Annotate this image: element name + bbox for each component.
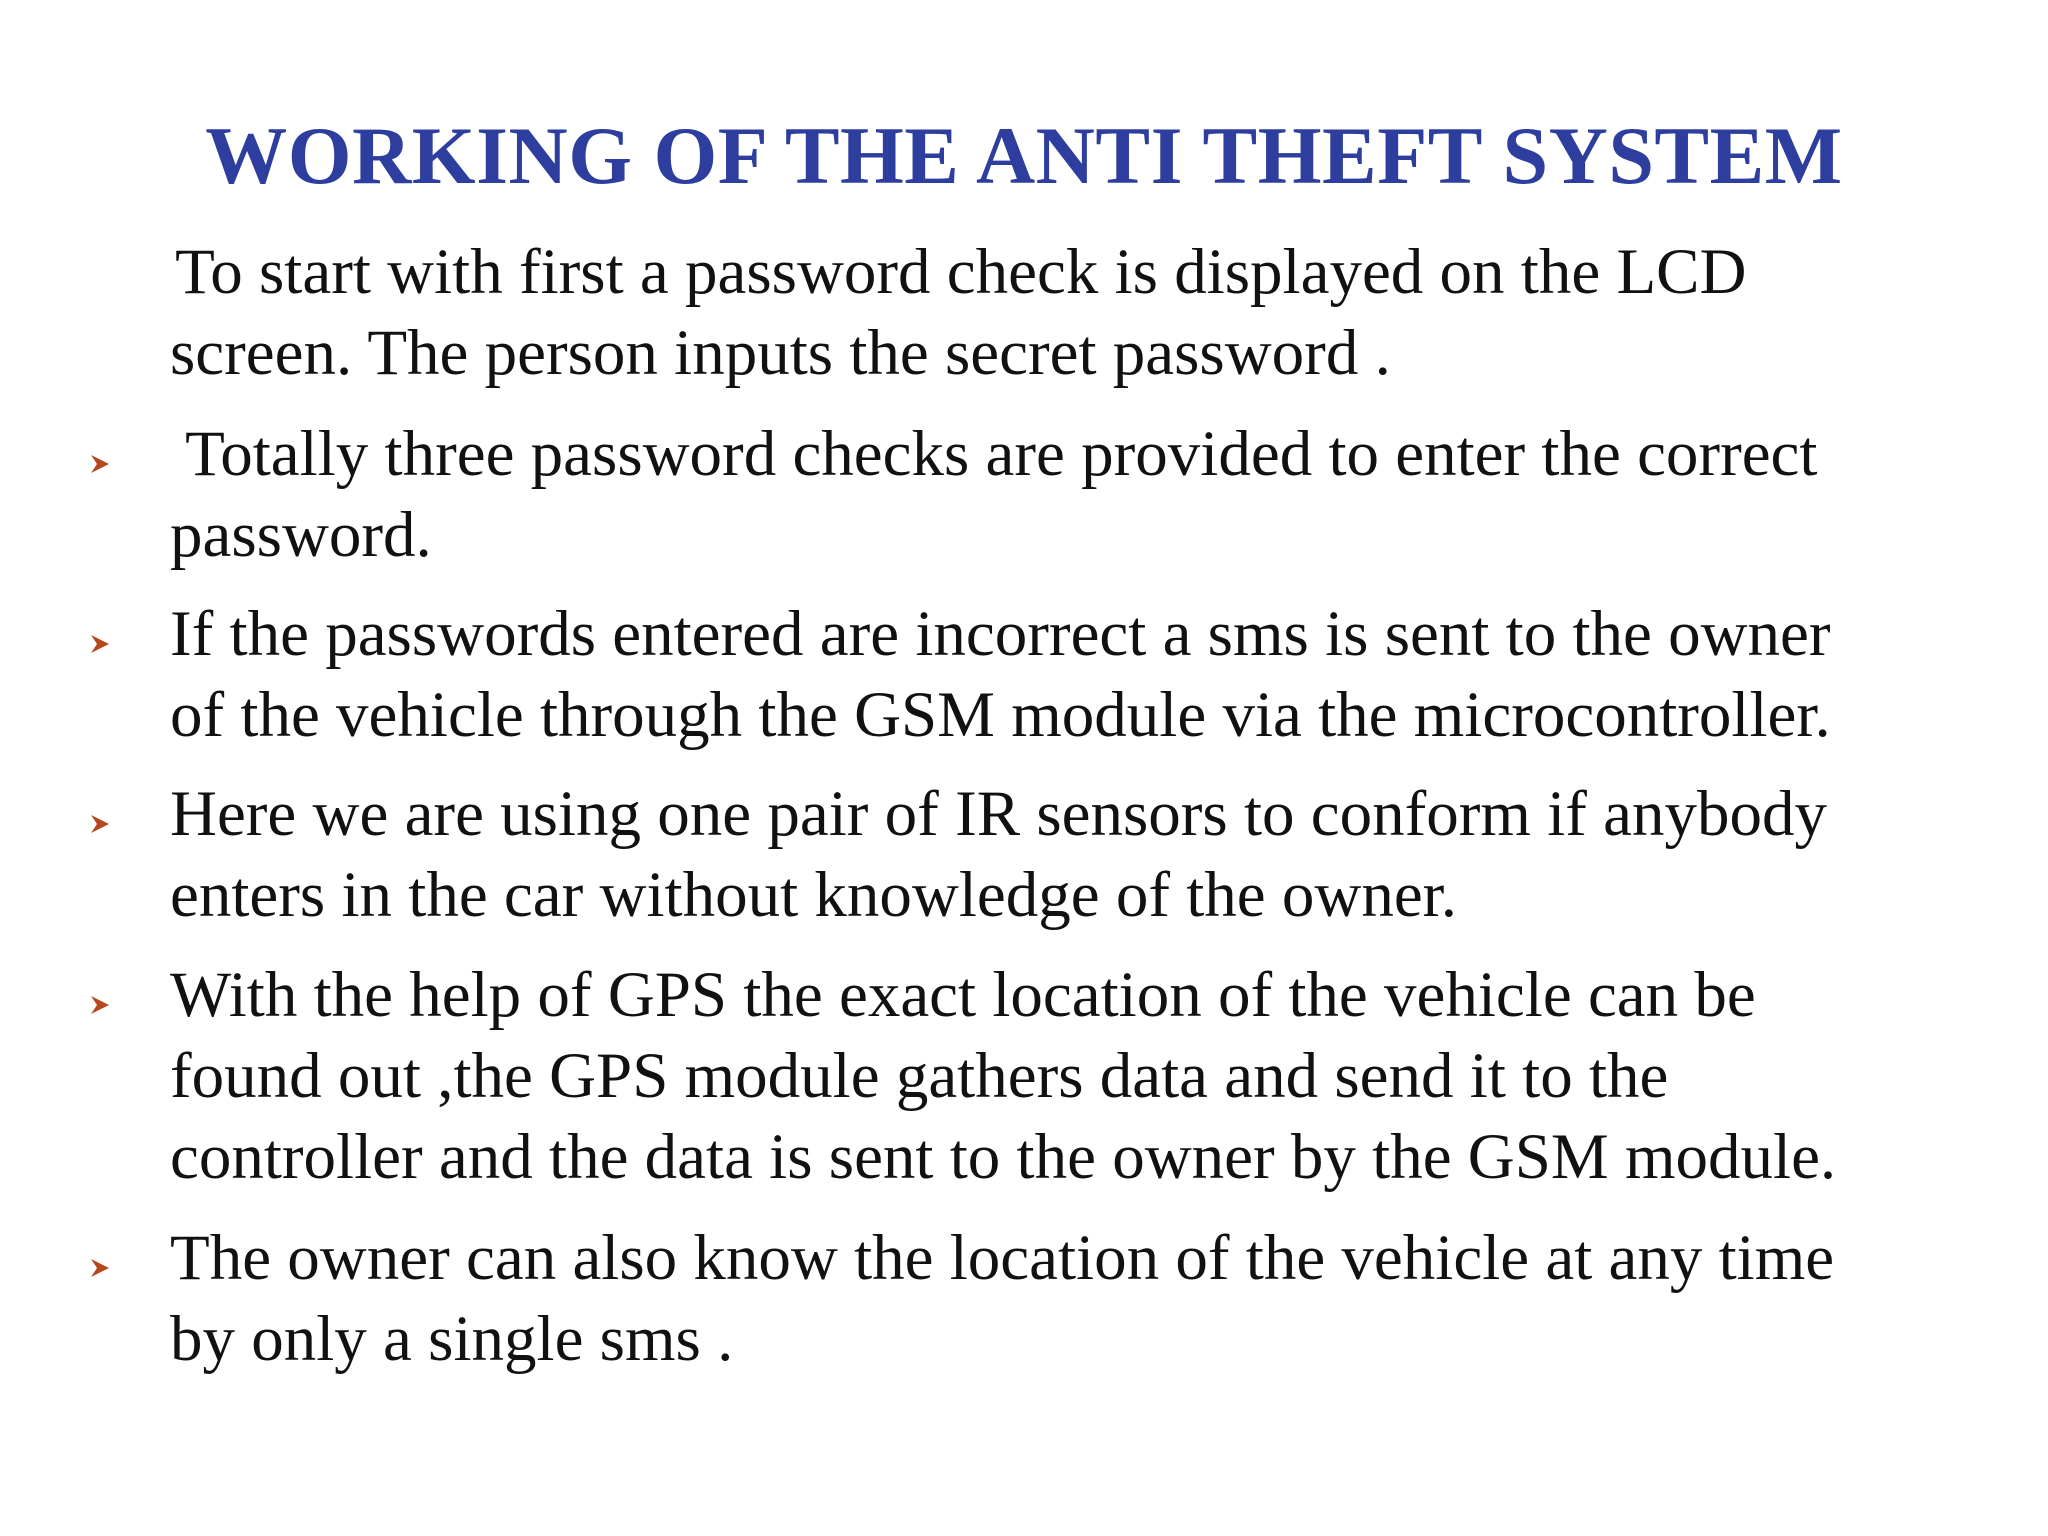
slide-title: WORKING OF THE ANTI THEFT SYSTEM — [205, 110, 1843, 201]
bullet-line: The owner can also know the location of the vehicle at any time — [170, 1222, 1835, 1294]
intro-line: To start with first a password check is displayed on the LCD — [160, 236, 1747, 308]
bullet-item — [170, 414, 1817, 576]
bullet-line: found out ,the GPS module gathers data and send it to the — [170, 1040, 1669, 1112]
bullet-line: by only a single sms . — [170, 1303, 734, 1375]
bullet-line: If the passwords entered are incorrect a sms is sent to the owner — [170, 598, 1831, 670]
intro-line: screen. The person inputs the secret password . — [170, 317, 1391, 389]
arrowhead-bullet-icon — [88, 452, 112, 476]
bullet-line: enters in the car without knowledge of the owner. — [170, 859, 1457, 931]
bullet-item — [170, 955, 1836, 1198]
bullet-line: With the help of GPS the exact location of the vehicle can be — [170, 959, 1756, 1031]
arrowhead-bullet-icon — [88, 1256, 112, 1280]
arrowhead-bullet-icon — [88, 993, 112, 1017]
bullet-item — [170, 594, 1831, 756]
bullet-line: password. — [170, 499, 432, 571]
bullet-item — [170, 1218, 1834, 1380]
bullet-line: Here we are using one pair of IR sensors to conform if anybody — [170, 778, 1828, 850]
bullet-line: of the vehicle through the GSM module via the microcontroller. — [170, 679, 1831, 751]
intro-paragraph — [160, 232, 1746, 394]
arrowhead-bullet-icon — [88, 632, 112, 656]
bullet-item — [170, 774, 1827, 936]
arrowhead-bullet-icon — [88, 812, 112, 836]
bullet-line: controller and the data is sent to the owner by the GSM module. — [170, 1121, 1837, 1193]
bullet-line: Totally three password checks are provided to enter the correct — [170, 418, 1818, 490]
